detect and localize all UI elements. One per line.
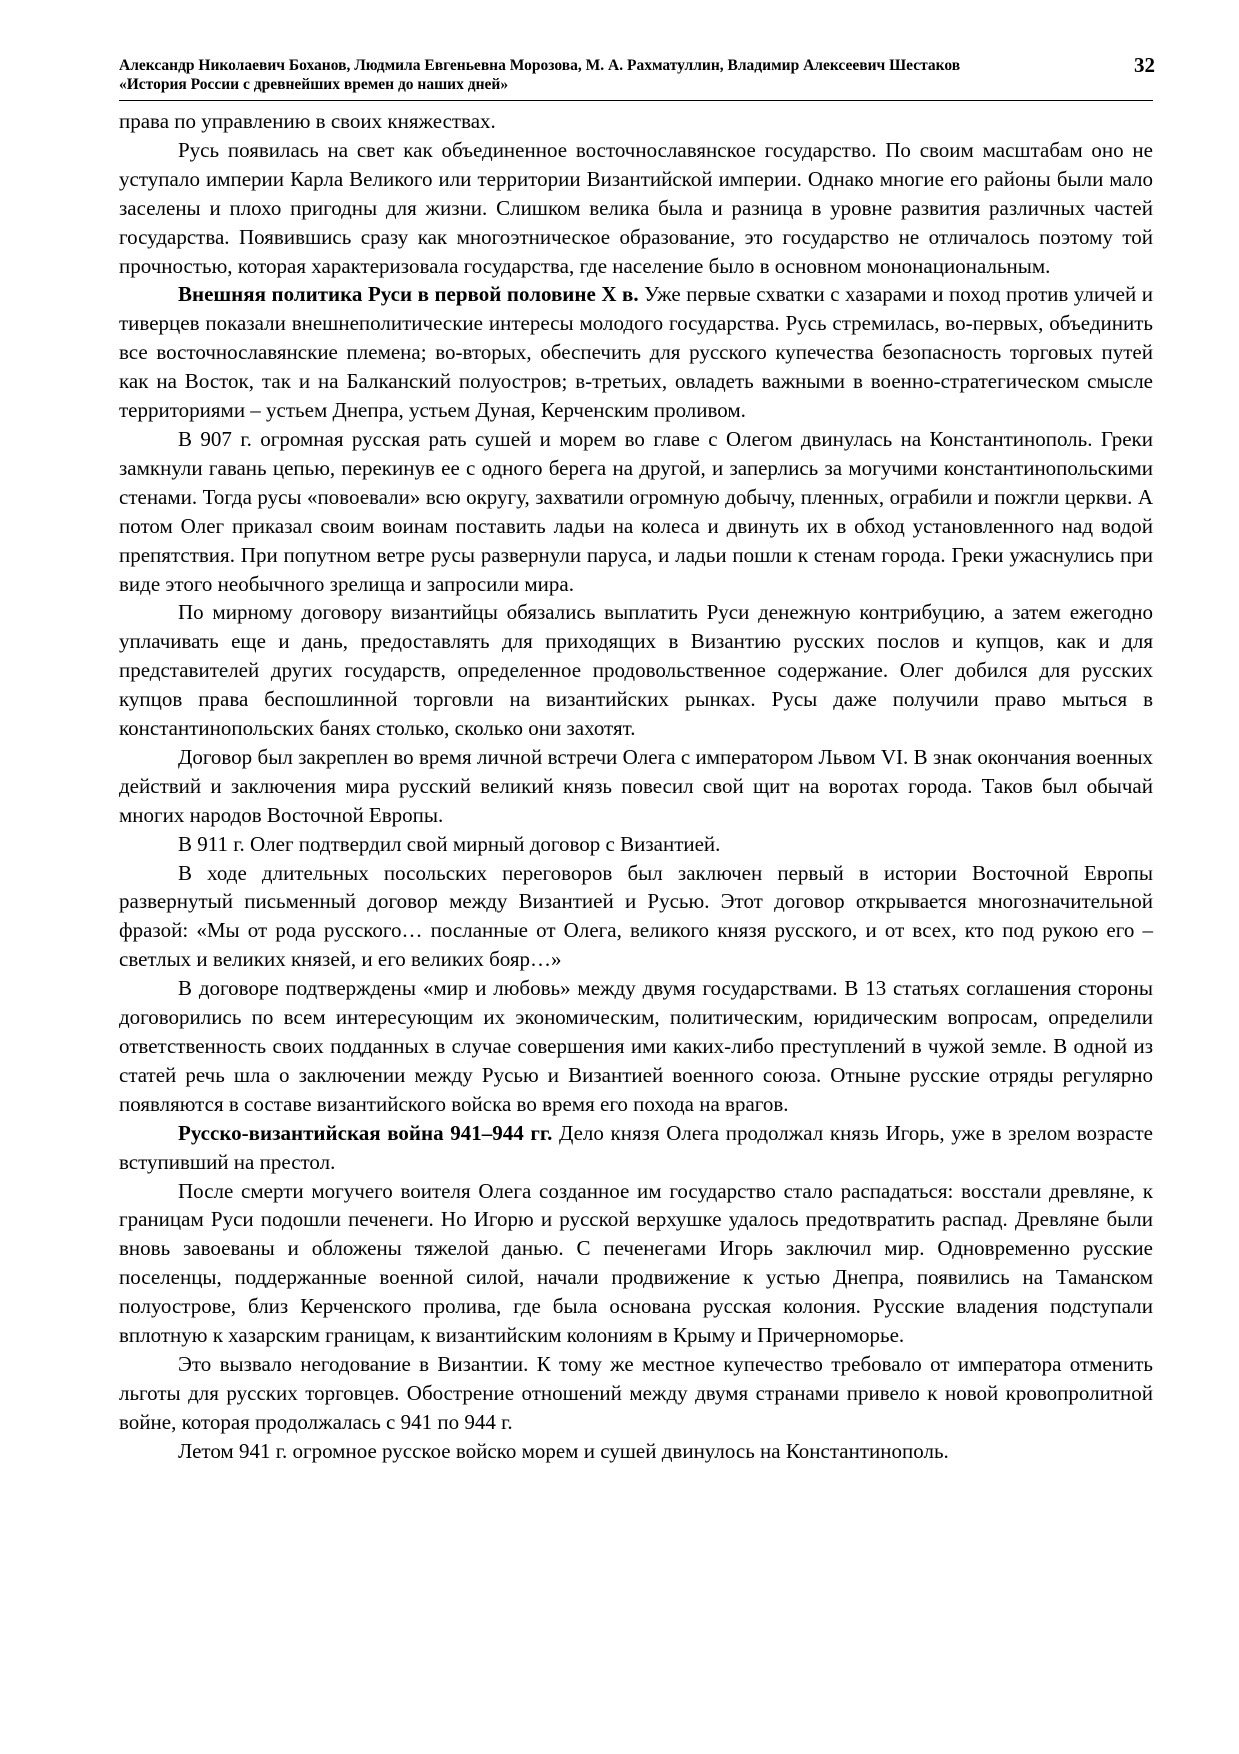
header-book-title: «История России с древнейших времен до наших дней» <box>119 76 509 93</box>
paragraph: Это вызвало негодование в Византии. К тому же местное купечество требовало от императора отменить льготы для русских торговцев. Обострение отношений между двумя странами привело к новой кровопролитной войне, которая продолжалась с 941 по 944 г. <box>119 1351 1153 1434</box>
paragraph: Русско-византийская война 941–944 гг. Дело князя Олега продолжал князь Игорь, уже в зрелом возрасте вступивший на престол. <box>119 1120 1153 1174</box>
paragraph: После смерти могучего воителя Олега созданное им государство стало распадаться: восстали древляне, к границам Руси подошли печенеги. Но Игорю и русской верхушке удалось предотвратить распад. Древляне были вновь завоеваны и обложены тяжелой данью. С печенегами Игорь заключил мир. Одновременно русские поселенцы, поддержанные военной силой, начали продвижение к устью Днепра, появились на Таманском полуострове, близ Керченского пролива, где была основана русская колония. Русские владения подступали вплотную к хазарским границам, к византийским колониям в Крыму и Причерноморье. <box>119 1178 1153 1348</box>
section-heading: Внешняя политика Руси в первой половине X в. <box>178 282 639 307</box>
paragraph: Внешняя политика Руси в первой половине X в. Уже первые схватки с хазарами и поход против уличей и тиверцев показали внешнеполитические интересы молодого государства. Русь стремилась, во-первых, объединить все восточнославянские племена; во-вторых, обеспечить для русского купечества безопасность торговых путей как на Восток, так и на Балканский полуостров; в-третьих, овладеть важными в военно-стратегическом смысле территориями – устьем Днепра, устьем Дуная, Керченским проливом. <box>119 282 1153 423</box>
body-text <box>119 107 1153 1466</box>
page-number: 32 <box>1134 53 1155 77</box>
paragraph: Летом 941 г. огромное русское войско морем и сушей двинулось на Константинополь. <box>178 1438 949 1463</box>
section-heading: Русско-византийская война 941–944 гг. <box>178 1120 553 1145</box>
running-header <box>119 53 1155 101</box>
paragraph: Договор был закреплен во время личной встречи Олега с императором Львом VI. В знак окончания военных действий и заключения мира русский великий князь повесил свой щит на воротах города. Таков был обычай многих народов Восточной Европы. <box>119 744 1153 827</box>
paragraph: права по управлению в своих княжествах. <box>119 109 496 133</box>
paragraph: В 911 г. Олег подтвердил свой мирный договор с Византией. <box>178 831 721 856</box>
paragraph: По мирному договору византийцы обязались выплатить Руси денежную контрибуцию, а затем ежегодно уплачивать еще и дань, предоставлять для приходящих в Византию русских послов и купцов, как и для представителей других государств, определенное продовольственное содержание. Олег добился для русских купцов права беспошлинной торговли на византийских рынках. Русы даже получили право мыться в константинопольских банях столько, сколько они захотят. <box>119 600 1153 741</box>
paragraph: В 907 г. огромная русская рать сушей и морем во главе с Олегом двинулась на Константинополь. Греки замкнули гавань цепью, перекинув ее с одного берега на другой, и заперлись за могучими константинопольскими стенами. Тогда русы «повоевали» всю округу, захватили огромную добычу, пленных, ограбили и пожгли церкви. А потом Олег приказал своим воинам поставить ладьи на колеса и двинуть их в обход установленного над водой препятствия. При попутном ветре русы развернули паруса, и ладьи пошли к стенам города. Греки ужаснулись при виде этого необычного зрелища и запросили мира. <box>119 426 1153 596</box>
paragraph: Русь появилась на свет как объединенное восточнославянское государство. По своим масштабам оно не уступало империи Карла Великого или территории Византийской империи. Однако многие его районы были мало заселены и плохо пригодны для жизни. Слишком велика была и разница в уровне развития различных частей государства. Появившись сразу как многоэтническое образование, это государство не отличалось поэтому той прочностью, которая характеризовала государства, где население было в основном мононациональным. <box>119 137 1153 278</box>
paragraph: В ходе длительных посольских переговоров был заключен первый в истории Восточной Европы развернутый письменный договор между Византией и Русью. Этот договор открывается многозначительной фразой: «Мы от рода русского… посланные от Олега, великого князя русского, и от всех, кто под рукою его – светлых и великих князей, и его великих бояр…» <box>119 860 1153 972</box>
header-authors: Александр Николаевич Боханов, Людмила Евгеньевна Морозова, М. А. Рахматуллин, Владимир Алексеевич Шестаков <box>119 57 961 74</box>
paragraph: В договоре подтверждены «мир и любовь» между двумя государствами. В 13 статьях соглашения стороны договорились по всем интересующим их экономическим, политическим, юридическим вопросам, определили ответственность своих подданных в случае совершения ими каких-либо преступлений в чужой земле. В одной из статей речь шла о заключении между Русью и Византией военного союза. Отныне русские отряды регулярно появляются в составе византийского войска во время его похода на врагов. <box>119 976 1153 1116</box>
